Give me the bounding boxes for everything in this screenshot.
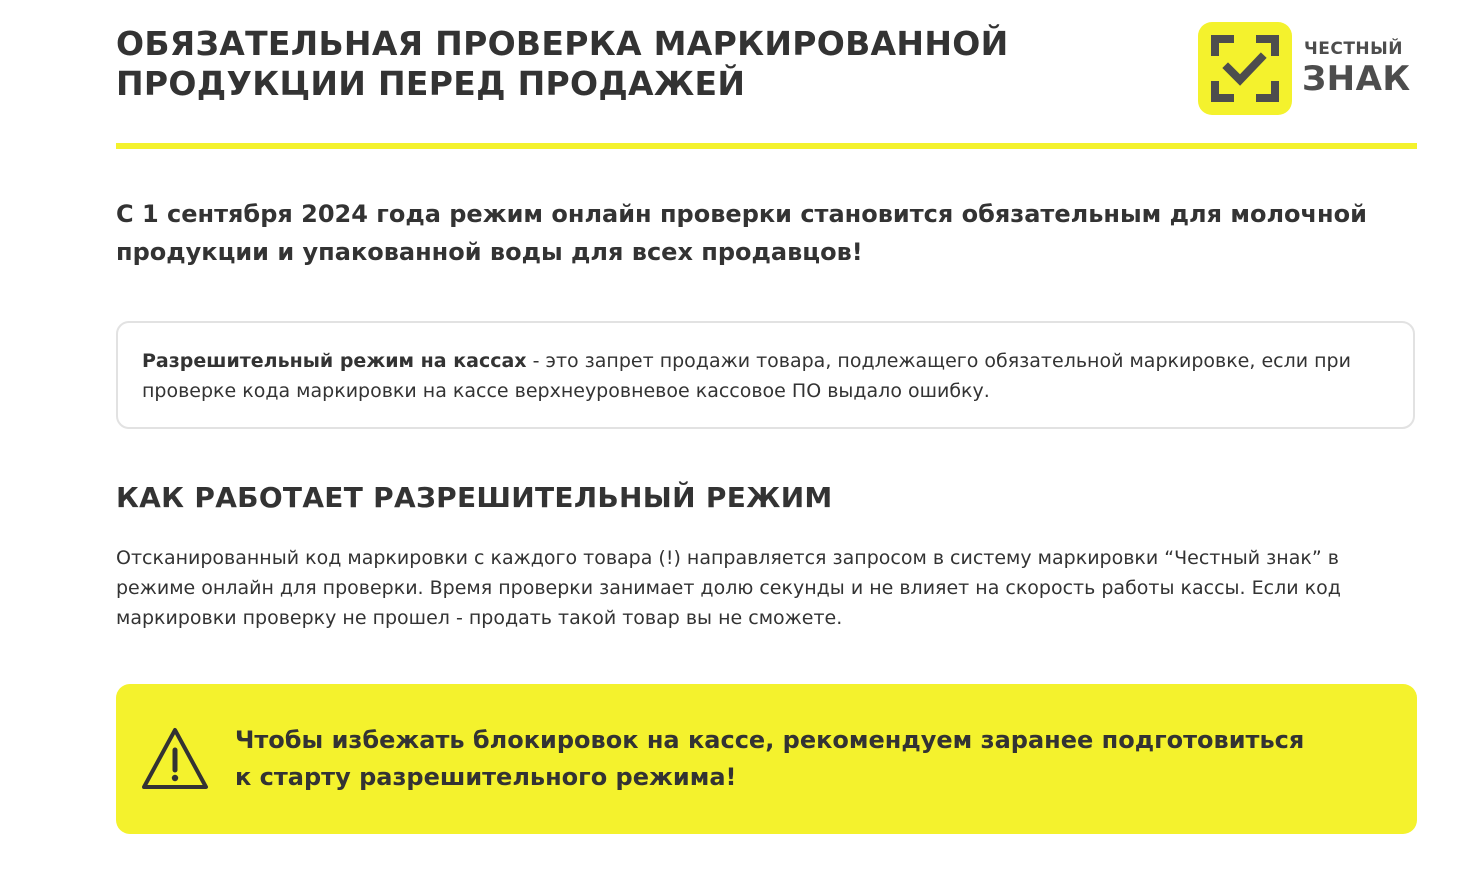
page-title [116, 24, 1156, 104]
warning-triangle-icon [140, 726, 210, 792]
logo-tile [1198, 22, 1292, 115]
logo-text-small: ЧЕСТНЫЙ [1304, 39, 1403, 59]
warning-line-1: Чтобы избежать блокировок на кассе, рекомендуем заранее подготовиться [235, 726, 1305, 754]
warning-text [235, 722, 1395, 796]
definition-box [116, 321, 1415, 429]
page-title-line-2: ПРОДУКЦИИ ПЕРЕД ПРОДАЖЕЙ [116, 64, 746, 103]
definition-term: Разрешительный режим на кассах [142, 350, 527, 372]
page-title-line-1: ОБЯЗАТЕЛЬНАЯ ПРОВЕРКА МАРКИРОВАННОЙ [116, 24, 1009, 63]
logo-text-big: ЗНАК [1302, 59, 1411, 99]
section-heading: КАК РАБОТАЕТ РАЗРЕШИТЕЛЬНЫЙ РЕЖИМ [116, 481, 833, 514]
warning-line-2: к старту разрешительного режима! [235, 763, 737, 791]
section-text: Отсканированный код маркировки с каждого товара (!) направляется запросом в систему маркировки “Честный знак” в режиме онлайн для проверки. Время проверки занимает долю секунды и не влияет на скорость работы кассы. Если код маркировки проверку не прошел - продать такой товар вы не сможете. [116, 547, 1341, 629]
warning-callout [116, 684, 1417, 834]
accent-divider [116, 143, 1417, 149]
lead-announcement: С 1 сентября 2024 года режим онлайн проверки становится обязательным для молочной продукции и упакованной воды для всех продавцов! [116, 200, 1367, 266]
checkmark-frame-icon [1198, 22, 1292, 115]
definition-text: - это запрет продажи товара, подлежащего обязательной маркировке, если при проверке кода маркировки на кассе верхнеуровневое кассовое ПО выдало ошибку. [142, 350, 1351, 402]
chestny-znak-logo [1198, 22, 1418, 115]
